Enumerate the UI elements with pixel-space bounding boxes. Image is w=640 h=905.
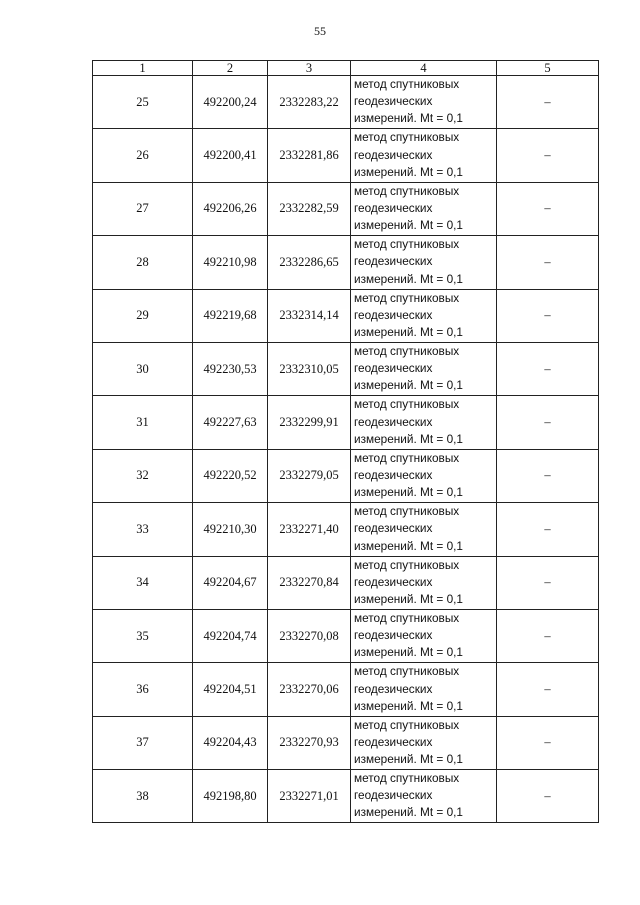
method-line: геодезических — [354, 94, 433, 109]
method-cell — [351, 289, 497, 342]
method-line: измерений. Mt = 0,1 — [354, 218, 463, 233]
column-header: 4 — [351, 61, 497, 76]
point-number-cell: 26 — [93, 129, 193, 182]
x-coordinate-cell: 492204,51 — [193, 663, 268, 716]
method-line: метод спутниковых — [354, 664, 460, 679]
y-coordinate-cell: 2332310,05 — [268, 342, 351, 395]
note-cell: – — [497, 503, 599, 556]
method-line: метод спутниковых — [354, 717, 460, 732]
y-coordinate-cell: 2332279,05 — [268, 449, 351, 502]
x-coordinate-cell: 492206,26 — [193, 182, 268, 235]
table-row — [93, 503, 599, 556]
method-line: геодезических — [354, 681, 433, 696]
method-cell — [351, 182, 497, 235]
table-header-row — [93, 61, 599, 76]
method-line: геодезических — [354, 307, 433, 322]
method-line: измерений. Mt = 0,1 — [354, 378, 463, 393]
table-row — [93, 129, 599, 182]
method-line: метод спутниковых — [354, 397, 460, 412]
y-coordinate-cell: 2332281,86 — [268, 129, 351, 182]
y-coordinate-cell: 2332299,91 — [268, 396, 351, 449]
method-line: метод спутниковых — [354, 557, 460, 572]
method-line: измерений. Mt = 0,1 — [354, 752, 463, 767]
method-line: метод спутниковых — [354, 771, 460, 786]
method-cell — [351, 716, 497, 769]
point-number-cell: 32 — [93, 449, 193, 502]
method-line: метод спутниковых — [354, 183, 460, 198]
table-row — [93, 236, 599, 289]
method-cell — [351, 396, 497, 449]
x-coordinate-cell: 492200,41 — [193, 129, 268, 182]
point-number-cell: 27 — [93, 182, 193, 235]
point-number-cell: 31 — [93, 396, 193, 449]
note-cell: – — [497, 182, 599, 235]
y-coordinate-cell: 2332270,06 — [268, 663, 351, 716]
x-coordinate-cell: 492198,80 — [193, 770, 268, 823]
point-number-cell: 30 — [93, 342, 193, 395]
method-line: геодезических — [354, 521, 433, 536]
method-line: геодезических — [354, 361, 433, 376]
method-line: геодезических — [354, 734, 433, 749]
x-coordinate-cell: 492204,43 — [193, 716, 268, 769]
table-row — [93, 609, 599, 662]
method-line: измерений. Mt = 0,1 — [354, 591, 463, 606]
method-line: метод спутниковых — [354, 290, 460, 305]
x-coordinate-cell: 492204,67 — [193, 556, 268, 609]
method-line: измерений. Mt = 0,1 — [354, 324, 463, 339]
table-row — [93, 342, 599, 395]
table-row — [93, 182, 599, 235]
y-coordinate-cell: 2332286,65 — [268, 236, 351, 289]
y-coordinate-cell: 2332282,59 — [268, 182, 351, 235]
note-cell: – — [497, 129, 599, 182]
method-cell — [351, 663, 497, 716]
note-cell: – — [497, 289, 599, 342]
method-line: геодезических — [354, 147, 433, 162]
y-coordinate-cell: 2332314,14 — [268, 289, 351, 342]
method-line: измерений. Mt = 0,1 — [354, 698, 463, 713]
note-cell: – — [497, 76, 599, 129]
method-cell — [351, 342, 497, 395]
method-line: геодезических — [354, 467, 433, 482]
method-line: геодезических — [354, 200, 433, 215]
method-cell — [351, 236, 497, 289]
note-cell: – — [497, 449, 599, 502]
method-line: измерений. Mt = 0,1 — [354, 431, 463, 446]
point-number-cell: 38 — [93, 770, 193, 823]
method-cell — [351, 76, 497, 129]
y-coordinate-cell: 2332271,01 — [268, 770, 351, 823]
y-coordinate-cell: 2332270,08 — [268, 609, 351, 662]
note-cell: – — [497, 716, 599, 769]
method-line: метод спутниковых — [354, 237, 460, 252]
point-number-cell: 29 — [93, 289, 193, 342]
table-row — [93, 556, 599, 609]
x-coordinate-cell: 492204,74 — [193, 609, 268, 662]
method-line: измерений. Mt = 0,1 — [354, 805, 463, 820]
x-coordinate-cell: 492227,63 — [193, 396, 268, 449]
point-number-cell: 28 — [93, 236, 193, 289]
table-row — [93, 663, 599, 716]
note-cell: – — [497, 342, 599, 395]
point-number-cell: 34 — [93, 556, 193, 609]
method-line: метод спутниковых — [354, 450, 460, 465]
method-line: измерений. Mt = 0,1 — [354, 485, 463, 500]
note-cell: – — [497, 609, 599, 662]
column-header: 2 — [193, 61, 268, 76]
note-cell: – — [497, 236, 599, 289]
method-line: геодезических — [354, 788, 433, 803]
method-line: метод спутниковых — [354, 343, 460, 358]
table-row — [93, 770, 599, 823]
y-coordinate-cell: 2332283,22 — [268, 76, 351, 129]
method-line: метод спутниковых — [354, 130, 460, 145]
method-line: геодезических — [354, 254, 433, 269]
y-coordinate-cell: 2332270,93 — [268, 716, 351, 769]
page-number: 55 — [314, 24, 326, 38]
point-number-cell: 37 — [93, 716, 193, 769]
table-row — [93, 76, 599, 129]
method-line: геодезических — [354, 574, 433, 589]
x-coordinate-cell: 492230,53 — [193, 342, 268, 395]
x-coordinate-cell: 492219,68 — [193, 289, 268, 342]
method-line: метод спутниковых — [354, 504, 460, 519]
note-cell: – — [497, 770, 599, 823]
point-number-cell: 33 — [93, 503, 193, 556]
method-cell — [351, 609, 497, 662]
x-coordinate-cell: 492200,24 — [193, 76, 268, 129]
note-cell: – — [497, 396, 599, 449]
method-cell — [351, 129, 497, 182]
x-coordinate-cell: 492210,30 — [193, 503, 268, 556]
method-line: измерений. Mt = 0,1 — [354, 164, 463, 179]
y-coordinate-cell: 2332270,84 — [268, 556, 351, 609]
table-body — [93, 76, 599, 823]
method-line: измерений. Mt = 0,1 — [354, 111, 463, 126]
column-header: 3 — [268, 61, 351, 76]
method-cell — [351, 449, 497, 502]
note-cell: – — [497, 556, 599, 609]
table-row — [93, 396, 599, 449]
note-cell: – — [497, 663, 599, 716]
point-number-cell: 36 — [93, 663, 193, 716]
y-coordinate-cell: 2332271,40 — [268, 503, 351, 556]
method-line: измерений. Mt = 0,1 — [354, 271, 463, 286]
method-line: геодезических — [354, 628, 433, 643]
method-line: измерений. Mt = 0,1 — [354, 645, 463, 660]
table-row — [93, 716, 599, 769]
method-cell — [351, 770, 497, 823]
coordinates-table — [92, 60, 599, 823]
x-coordinate-cell: 492210,98 — [193, 236, 268, 289]
table-row — [93, 449, 599, 502]
method-line: метод спутниковых — [354, 77, 460, 91]
method-cell — [351, 556, 497, 609]
x-coordinate-cell: 492220,52 — [193, 449, 268, 502]
point-number-cell: 25 — [93, 76, 193, 129]
table-row — [93, 289, 599, 342]
column-header: 1 — [93, 61, 193, 76]
method-line: метод спутниковых — [354, 610, 460, 625]
method-cell — [351, 503, 497, 556]
method-line: геодезических — [354, 414, 433, 429]
column-header: 5 — [497, 61, 599, 76]
method-line: измерений. Mt = 0,1 — [354, 538, 463, 553]
point-number-cell: 35 — [93, 609, 193, 662]
